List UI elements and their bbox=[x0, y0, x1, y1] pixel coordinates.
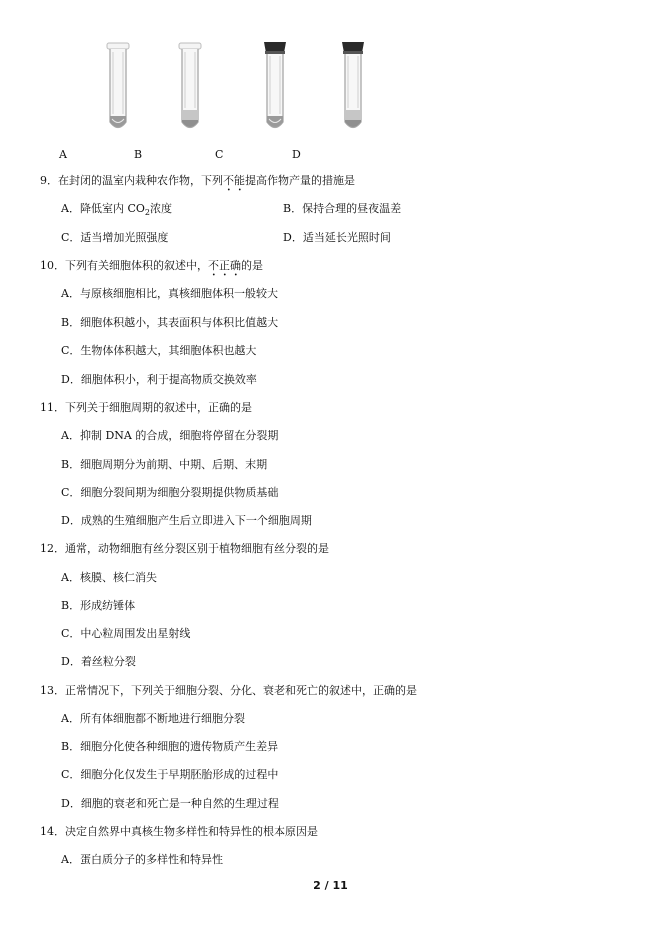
test-tube-figure bbox=[0, 30, 661, 170]
question-13-option-a: A．所有体细胞都不断地进行细胞分裂 bbox=[61, 712, 245, 725]
question-14-stem: 14．决定自然界中真核生物多样性和特异性的根本原因是 bbox=[40, 825, 318, 838]
question-11-option-a: A．抑制 DNA 的合成，细胞将停留在分裂期 bbox=[61, 429, 279, 442]
question-10-stem: 10．下列有关细胞体积的叙述中，不正确的是 bbox=[40, 259, 263, 272]
question-13-option-d: D．细胞的衰老和死亡是一种自然的生理过程 bbox=[61, 797, 279, 810]
question-12-stem: 12．通常，动物细胞有丝分裂区别于植物细胞有丝分裂的是 bbox=[40, 542, 329, 555]
tube-label-c: C bbox=[215, 148, 224, 161]
tube-label-b: B bbox=[134, 148, 143, 161]
tube-label-d: D bbox=[292, 148, 301, 161]
question-11-stem: 11．下列关于细胞周期的叙述中，正确的是 bbox=[40, 401, 252, 414]
question-9-option-d: D．适当延长光照时间 bbox=[283, 231, 391, 244]
question-10-option-b: B．细胞体积越小，其表面积与体积比值越大 bbox=[61, 316, 279, 329]
test-tube-b bbox=[178, 42, 202, 134]
emphasis-text: 不正确 bbox=[208, 259, 241, 272]
question-12-option-b: B．形成纺锤体 bbox=[61, 599, 136, 612]
question-9-option-b: B．保持合理的昼夜温差 bbox=[283, 202, 402, 215]
question-12-option-d: D．着丝粒分裂 bbox=[61, 655, 136, 668]
question-9-option-a: A．降低室内 $CO_2$浓度 bbox=[61, 202, 172, 218]
question-14-option-a: A．蛋白质分子的多样性和特异性 bbox=[61, 853, 223, 866]
test-tube-c bbox=[262, 42, 288, 134]
emphasis-text: 不能 bbox=[223, 174, 245, 187]
question-13-option-c: C．细胞分化仅发生于早期胚胎形成的过程中 bbox=[61, 768, 279, 781]
question-10-option-c: C．生物体体积越大，其细胞体积也越大 bbox=[61, 344, 257, 357]
test-tube-a bbox=[106, 42, 130, 134]
question-11-option-b: B．细胞周期分为前期、中期、后期、末期 bbox=[61, 458, 268, 471]
page-number: 2 / 11 bbox=[313, 879, 348, 892]
question-9-option-c: C．适当增加光照强度 bbox=[61, 231, 169, 244]
question-10-option-d: D．细胞体积小，利于提高物质交换效率 bbox=[61, 373, 257, 386]
question-10-option-a: A．与原核细胞相比，真核细胞体积一般较大 bbox=[61, 287, 278, 300]
question-13-option-b: B．细胞分化使各种细胞的遗传物质产生差异 bbox=[61, 740, 279, 753]
question-12-option-a: A．核膜、核仁消失 bbox=[61, 571, 157, 584]
question-12-option-c: C．中心粒周围发出星射线 bbox=[61, 627, 191, 640]
question-9-stem: 9．在封闭的温室内栽种农作物，下列不能提高作物产量的措施是 bbox=[40, 174, 355, 187]
question-11-option-d: D．成熟的生殖细胞产生后立即进入下一个细胞周期 bbox=[61, 514, 312, 527]
tube-label-a: A bbox=[59, 148, 67, 161]
question-11-option-c: C．细胞分裂间期为细胞分裂期提供物质基础 bbox=[61, 486, 279, 499]
question-13-stem: 13．正常情况下，下列关于细胞分裂、分化、衰老和死亡的叙述中，正确的是 bbox=[40, 684, 417, 697]
test-tube-d bbox=[340, 42, 366, 134]
